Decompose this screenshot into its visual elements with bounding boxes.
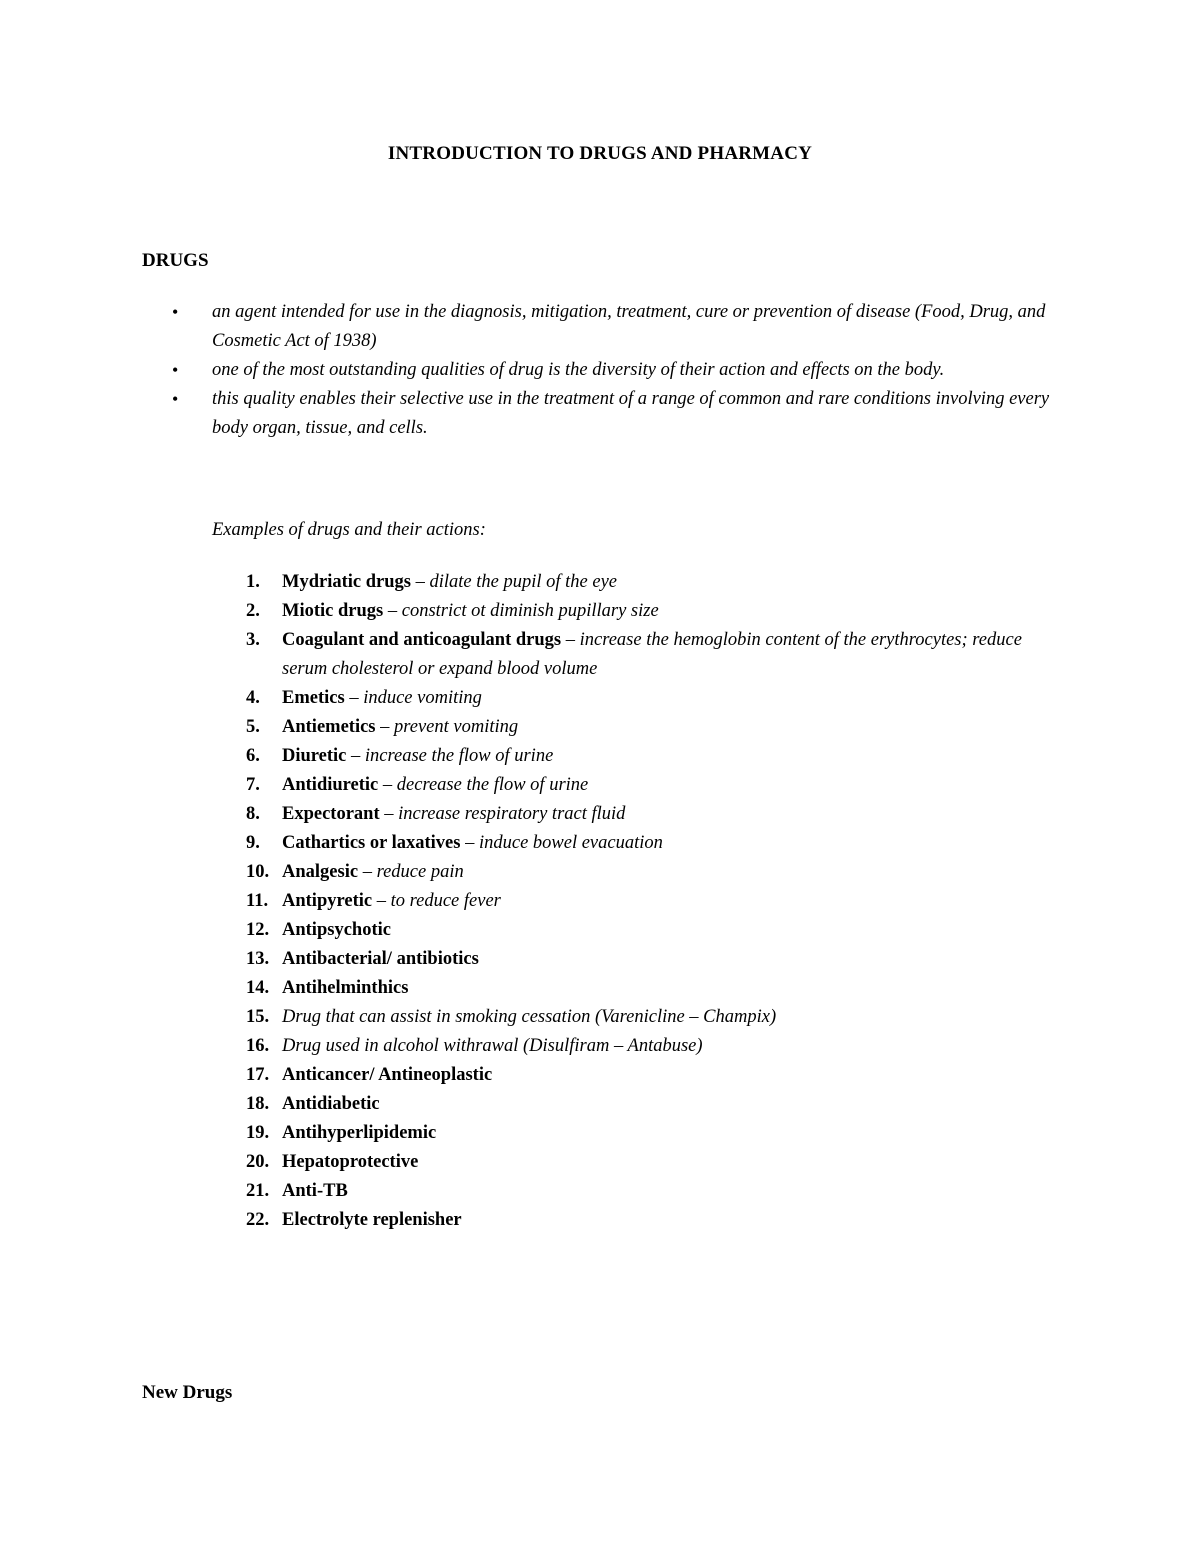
list-item-term: Emetics — [282, 688, 345, 708]
bullet-text: one of the most outstanding qualities of drug is the diversity of their action and effects on the body. — [212, 360, 945, 380]
list-item-number: 21. — [246, 1181, 270, 1201]
list-item-number: 16. — [246, 1036, 270, 1056]
list-item-description: – dilate the pupil of the eye — [410, 572, 617, 592]
list-item-term: Mydriatic drugs — [282, 572, 411, 592]
list-item — [246, 597, 1026, 626]
list-item-description: – increase the flow of urine — [346, 746, 554, 766]
list-item-number: 8. — [246, 804, 260, 824]
list-item — [246, 858, 1026, 887]
list-item-term: Analgesic — [282, 862, 359, 882]
list-item — [246, 916, 1026, 945]
list-item — [246, 800, 1026, 829]
bullet-text: this quality enables their selective use in the treatment of a range of common and rare conditions involving every body organ, tissue, and cells. — [212, 389, 1050, 438]
list-item-number: 9. — [246, 833, 260, 853]
list-item — [246, 713, 1026, 742]
list-item-description: – constrict ot diminish pupillary size — [383, 601, 659, 621]
bullet-item — [172, 385, 1072, 443]
list-item-number: 14. — [246, 978, 270, 998]
list-item-term: Hepatoprotective — [282, 1152, 419, 1172]
list-item-description: Drug used in alcohol withrawal (Disulfiram – Antabuse) — [282, 1036, 703, 1056]
list-item — [246, 1148, 1026, 1177]
list-item-term: Antipsychotic — [282, 920, 391, 940]
list-item — [246, 945, 1026, 974]
list-item — [246, 1032, 1026, 1061]
list-item-description: – increase respiratory tract fluid — [379, 804, 626, 824]
bullet-item — [172, 356, 1072, 385]
list-item-number: 19. — [246, 1123, 270, 1143]
drug-examples-list — [246, 568, 1026, 1235]
list-item-term: Antipyretic — [282, 891, 373, 911]
list-item-term: Antihelminthics — [282, 978, 409, 998]
list-item — [246, 1090, 1026, 1119]
list-item-number: 18. — [246, 1094, 270, 1114]
bullet-text: an agent intended for use in the diagnosis, mitigation, treatment, cure or prevention of disease (Food, Drug, and Cosmetic Act of 1938) — [212, 302, 1046, 351]
list-item-number: 7. — [246, 775, 260, 795]
list-item — [246, 1061, 1026, 1090]
examples-intro: Examples of drugs and their actions: — [212, 520, 486, 540]
list-item-term: Antibacterial/ antibiotics — [282, 949, 479, 969]
list-item-description: – induce vomiting — [344, 688, 482, 708]
list-item — [246, 1206, 1026, 1235]
list-item-description: – increase the hemoglobin content of the erythrocytes; reduce serum cholesterol or expand blood volume — [282, 630, 1022, 679]
list-item — [246, 1177, 1026, 1206]
list-item-description: – reduce pain — [358, 862, 464, 882]
list-item-number: 17. — [246, 1065, 270, 1085]
list-item-term: Expectorant — [282, 804, 380, 824]
list-item-number: 10. — [246, 862, 270, 882]
list-item-number: 4. — [246, 688, 260, 708]
list-item-description: – to reduce fever — [372, 891, 501, 911]
list-item-term: Antidiuretic — [282, 775, 379, 795]
list-item-term: Cathartics or laxatives — [282, 833, 461, 853]
list-item — [246, 771, 1026, 800]
list-item-number: 1. — [246, 572, 260, 592]
section-heading-drugs: DRUGS — [142, 250, 209, 271]
list-item-description: – prevent vomiting — [375, 717, 519, 737]
list-item-description: – induce bowel evacuation — [460, 833, 663, 853]
list-item-term: Miotic drugs — [282, 601, 384, 621]
list-item-number: 6. — [246, 746, 260, 766]
list-item — [246, 1119, 1026, 1148]
list-item-term: Antidiabetic — [282, 1094, 380, 1114]
bullet-icon: • — [172, 389, 179, 409]
list-item-number: 2. — [246, 601, 260, 621]
list-item — [246, 1003, 1026, 1032]
list-item-term: Antihyperlipidemic — [282, 1123, 437, 1143]
list-item-term: Anti-TB — [282, 1181, 348, 1201]
list-item — [246, 684, 1026, 713]
list-item — [246, 829, 1026, 858]
bullet-item — [172, 298, 1072, 356]
list-item — [246, 568, 1026, 597]
list-item-number: 13. — [246, 949, 270, 969]
list-item-number: 3. — [246, 630, 260, 650]
list-item-number: 20. — [246, 1152, 270, 1172]
section-heading-new-drugs: New Drugs — [142, 1382, 233, 1403]
list-item-term: Anticancer/ Antineoplastic — [282, 1065, 493, 1085]
list-item-term: Electrolyte replenisher — [282, 1210, 462, 1230]
list-item-number: 22. — [246, 1210, 270, 1230]
bullet-icon: • — [172, 360, 179, 380]
list-item-description: Drug that can assist in smoking cessation (Varenicline – Champix) — [282, 1007, 777, 1027]
list-item-number: 12. — [246, 920, 270, 940]
list-item — [246, 887, 1026, 916]
drug-definition-list — [172, 298, 1072, 443]
list-item — [246, 742, 1026, 771]
list-item-term: Antiemetics — [282, 717, 376, 737]
list-item-number: 11. — [246, 891, 269, 911]
list-item-term: Diuretic — [282, 746, 347, 766]
bullet-icon: • — [172, 302, 179, 322]
list-item-number: 15. — [246, 1007, 270, 1027]
list-item-number: 5. — [246, 717, 260, 737]
document-title: INTRODUCTION TO DRUGS AND PHARMACY — [387, 143, 813, 164]
list-item-term: Coagulant and anticoagulant drugs — [282, 630, 562, 650]
list-item — [246, 974, 1026, 1003]
list-item-description: – decrease the flow of urine — [378, 775, 589, 795]
list-item — [246, 626, 1026, 684]
